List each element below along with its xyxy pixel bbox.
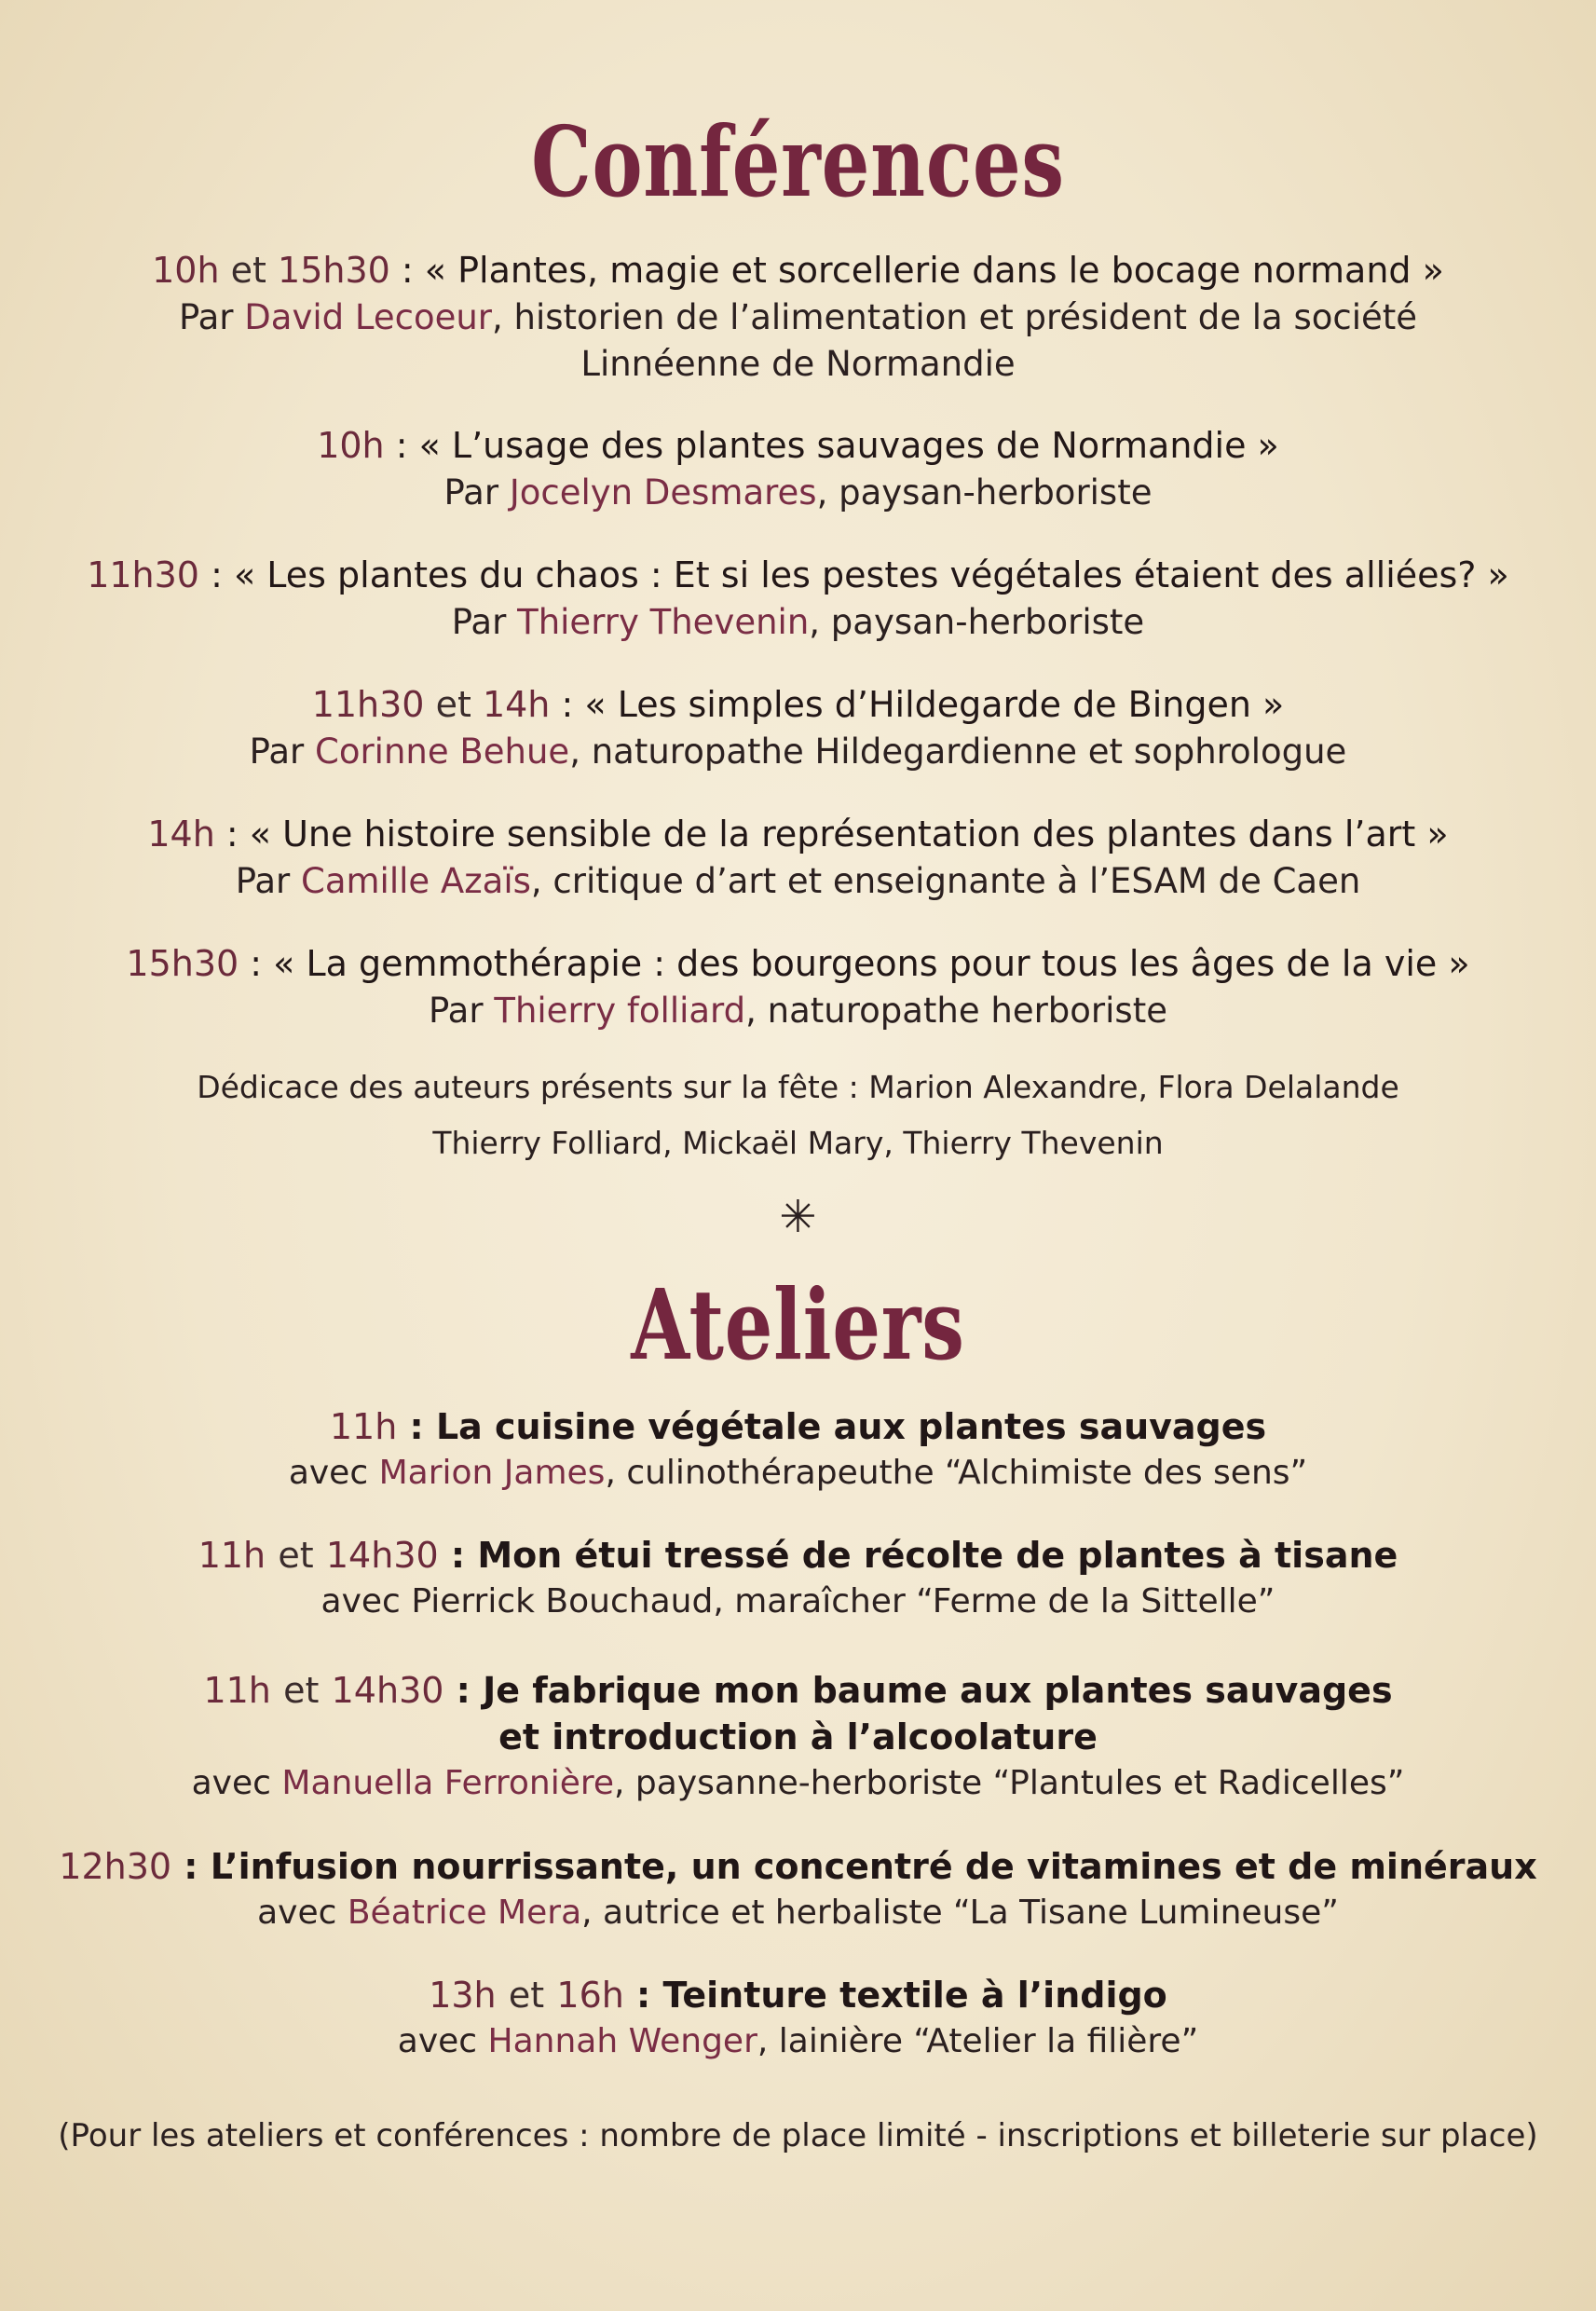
host-desc: , paysanne-herboriste “Plantules et Radicelles” <box>614 1764 1405 1802</box>
par-label: Par <box>429 991 484 1031</box>
conference-title: « Plantes, magie et sorcellerie dans le bocage normand » <box>424 250 1444 291</box>
conference-speaker-line <box>0 294 1596 341</box>
atelier-item <box>0 1972 1596 2065</box>
conference-title-line <box>0 810 1596 858</box>
atelier-sep: : <box>171 1846 211 1887</box>
speaker-name: David Lecoeur <box>244 297 493 337</box>
dedicace-line-2: Thierry Folliard, Mickaël Mary, Thierry Thevenin <box>432 1125 1164 1161</box>
atelier-time: 14h30 <box>331 1670 444 1711</box>
host-name: Pierrick Bouchaud <box>411 1582 714 1620</box>
avec-label: avec <box>321 1582 401 1620</box>
atelier-time: 11h <box>198 1535 266 1576</box>
atelier-item <box>0 1843 1596 1936</box>
atelier-time: 11h <box>203 1670 271 1711</box>
conference-sep: : <box>389 250 425 291</box>
atelier-title-line <box>0 1843 1596 1890</box>
speaker-desc: , historien de l’alimentation et président de la société <box>492 297 1418 337</box>
host-name: Manuella Ferronière <box>281 1764 615 1802</box>
speaker-name: Thierry Thevenin <box>517 602 810 642</box>
conference-item <box>0 939 1596 1034</box>
atelier-time: 14h30 <box>325 1535 439 1576</box>
atelier-time: 13h <box>429 1975 497 2016</box>
host-name: Marion James <box>378 1454 606 1492</box>
ateliers-heading: Ateliers <box>631 1267 965 1382</box>
conference-sep: : <box>239 943 274 984</box>
conference-sep: : <box>198 554 234 595</box>
conference-title-line <box>0 680 1596 729</box>
atelier-title-line <box>0 1532 1596 1579</box>
conference-et: et <box>435 684 471 725</box>
conference-title: « La gemmothérapie : des bourgeons pour tous les âges de la vie » <box>273 943 1470 984</box>
conference-speaker-line <box>0 470 1596 516</box>
atelier-title: L’infusion nourrissante, un concentré de vitamines et de minéraux <box>210 1846 1537 1887</box>
atelier-et: et <box>508 1975 545 2016</box>
atelier-time: 16h <box>556 1975 624 2016</box>
conference-item <box>0 680 1596 775</box>
conference-time: 11h30 <box>311 684 425 725</box>
avec-label: avec <box>191 1764 271 1802</box>
conference-time: 14h <box>147 814 215 855</box>
conference-title: « Les simples d’Hildegarde de Bingen » <box>584 684 1285 725</box>
speaker-name: Camille Azaïs <box>301 861 531 901</box>
atelier-et: et <box>278 1535 314 1576</box>
conference-item <box>0 421 1596 516</box>
conference-title-line <box>0 551 1596 599</box>
atelier-sep: : <box>623 1975 663 2016</box>
conference-et: et <box>230 250 266 291</box>
speaker-name: Thierry folliard <box>494 991 746 1031</box>
conference-title: « L’usage des plantes sauvages de Normandie » <box>418 425 1279 466</box>
atelier-item <box>0 1532 1596 1625</box>
conference-item <box>0 810 1596 905</box>
speaker-desc: , paysan-herboriste <box>809 602 1145 642</box>
conference-title: « Une histoire sensible de la représentation des plantes dans l’art » <box>249 814 1449 855</box>
atelier-title: La cuisine végétale aux plantes sauvages <box>435 1406 1267 1447</box>
speaker-desc: , naturopathe Hildegardienne et sophrologue <box>569 732 1347 772</box>
atelier-title-line <box>0 1972 1596 2018</box>
dedicace <box>0 1060 1596 1171</box>
conferences-heading: Conférences <box>531 104 1065 219</box>
conference-sep: : <box>214 814 250 855</box>
atelier-item <box>0 1667 1596 1807</box>
host-desc: , maraîcher “Ferme de la Sittelle” <box>713 1582 1275 1620</box>
conference-speaker-line <box>0 988 1596 1034</box>
atelier-title: Mon étui tressé de récolte de plantes à tisane <box>477 1535 1398 1576</box>
atelier-et: et <box>283 1670 320 1711</box>
atelier-sep: : <box>397 1406 436 1447</box>
conference-title: « Les plantes du chaos : Et si les pestes végétales étaient des alliées? » <box>233 554 1509 595</box>
footer-note: (Pour les ateliers et conférences : nombre de place limité - inscriptions et billeterie sur place) <box>58 2117 1538 2154</box>
atelier-host-line <box>0 1890 1596 1936</box>
atelier-time: 12h30 <box>59 1846 172 1887</box>
speaker-name: Corinne Behue <box>314 732 570 772</box>
atelier-title: Je fabrique mon baume aux plantes sauvages <box>483 1670 1393 1711</box>
conference-time: 10h <box>317 425 385 466</box>
asterisk-separator-icon: ✳ <box>779 1191 817 1243</box>
conference-time: 10h <box>152 250 220 291</box>
atelier-host-line <box>0 1450 1596 1497</box>
avec-label: avec <box>288 1454 369 1492</box>
par-label: Par <box>451 602 507 642</box>
speaker-desc-cont: Linnéenne de Normandie <box>580 344 1016 384</box>
host-name: Béatrice Mera <box>347 1894 582 1932</box>
conference-item <box>0 246 1596 388</box>
atelier-title: Teinture textile à l’indigo <box>662 1975 1167 2016</box>
atelier-item <box>0 1403 1596 1497</box>
host-desc: , autrice et herbaliste “La Tisane Lumineuse” <box>581 1894 1339 1932</box>
conference-item <box>0 551 1596 646</box>
conference-time: 11h30 <box>87 554 199 595</box>
par-label: Par <box>249 732 305 772</box>
conference-sep: : <box>384 425 419 466</box>
atelier-host-line <box>0 2018 1596 2065</box>
conference-speaker-line <box>0 729 1596 775</box>
host-desc: , culinothérapeuthe “Alchimiste des sens” <box>605 1454 1308 1492</box>
conference-sep: : <box>550 684 585 725</box>
conference-speaker-line <box>0 858 1596 905</box>
speaker-name: Jocelyn Desmares <box>509 472 817 513</box>
speaker-desc: , paysan-herboriste <box>816 472 1153 513</box>
conference-title-line <box>0 421 1596 470</box>
conference-speaker-line <box>0 599 1596 646</box>
host-desc: , lainière “Atelier la filière” <box>757 2022 1199 2060</box>
atelier-time: 11h <box>329 1406 398 1447</box>
par-label: Par <box>443 472 499 513</box>
conference-time: 15h30 <box>126 943 239 984</box>
atelier-title-line <box>0 1403 1596 1450</box>
conference-time: 15h30 <box>278 250 390 291</box>
atelier-host-line <box>0 1760 1596 1807</box>
atelier-sep: : <box>438 1535 478 1576</box>
dedicace-line-1: Dédicace des auteurs présents sur la fête : Marion Alexandre, Flora Delalande <box>197 1069 1399 1105</box>
conference-time: 14h <box>482 684 551 725</box>
avec-label: avec <box>257 1894 337 1932</box>
atelier-title-line <box>0 1667 1596 1714</box>
atelier-host-line <box>0 1579 1596 1625</box>
par-label: Par <box>235 861 291 901</box>
atelier-title-cont: et introduction à l’alcoolature <box>498 1716 1098 1757</box>
speaker-desc: , critique d’art et enseignante à l’ESAM de Caen <box>530 861 1361 901</box>
avec-label: avec <box>397 2022 478 2060</box>
speaker-desc: , naturopathe herboriste <box>745 991 1167 1031</box>
par-label: Par <box>178 297 234 337</box>
atelier-sep: : <box>443 1670 484 1711</box>
conference-title-line <box>0 939 1596 988</box>
conference-title-line <box>0 246 1596 294</box>
host-name: Hannah Wenger <box>487 2022 757 2060</box>
